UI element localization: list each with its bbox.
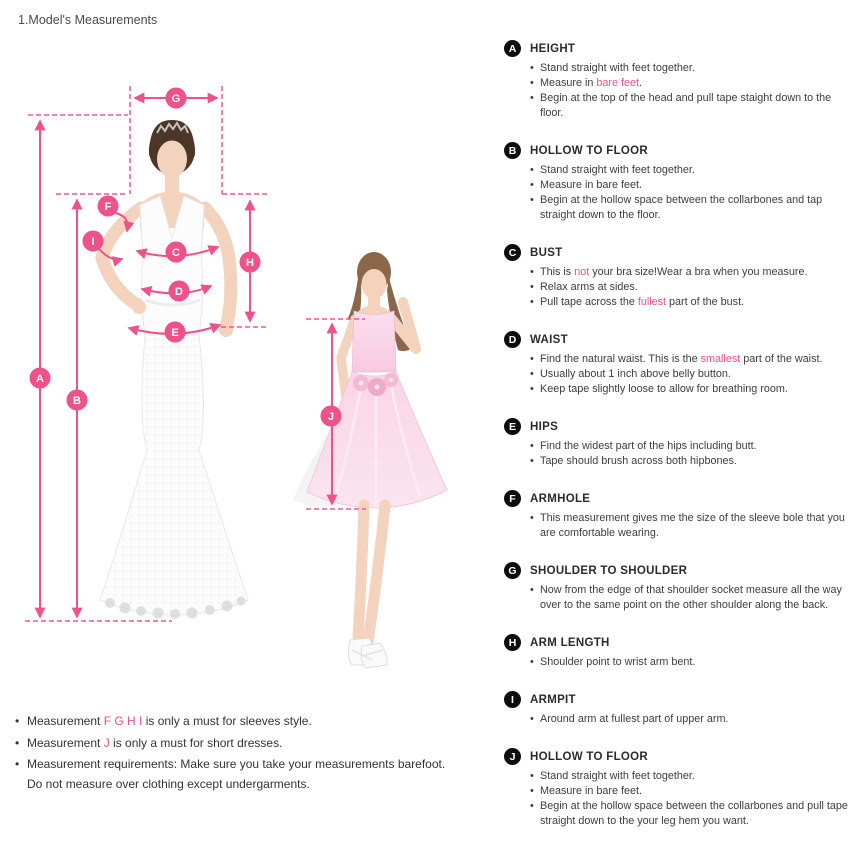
section-title: ARM LENGTH	[530, 636, 610, 649]
section-header	[504, 691, 848, 708]
section-header	[504, 142, 848, 159]
text-segment: Tape should brush across both hipbones.	[540, 455, 737, 467]
section-title: ARMPIT	[530, 693, 576, 706]
bullet-list	[504, 439, 848, 469]
bullet-item	[530, 799, 848, 829]
bullet-item	[530, 352, 848, 367]
bullet-text	[540, 799, 848, 829]
section-G	[504, 562, 848, 613]
text-segment: Pull tape across the	[540, 296, 638, 308]
bullet-item	[530, 655, 848, 670]
bullet-list	[504, 352, 848, 397]
bullet-dot: •	[530, 281, 534, 293]
section-header	[504, 634, 848, 651]
bride-model	[100, 120, 248, 619]
section-title: HEIGHT	[530, 42, 576, 55]
bullet-dot: •	[530, 62, 534, 74]
highlight-text: bare feet	[596, 77, 640, 89]
text-segment: Begin at the hollow space between the collarbones and pull tape straight down to the your leg hem you want.	[540, 800, 848, 827]
text-segment: part of the waist.	[740, 353, 823, 365]
label-C	[166, 242, 187, 263]
svg-text:J: J	[327, 411, 335, 423]
label-E	[165, 322, 186, 343]
note-item	[15, 712, 467, 732]
letter-badge: E	[504, 418, 521, 435]
bullet-item	[530, 712, 848, 727]
bullet-item	[530, 76, 848, 91]
measurement-sections	[504, 40, 848, 850]
bullet-item	[530, 295, 848, 310]
text-segment: Stand straight with feet together.	[540, 164, 695, 176]
label-G	[166, 88, 187, 109]
highlight-text: not	[574, 266, 590, 278]
section-B	[504, 142, 848, 223]
bullet-item	[530, 784, 848, 799]
bullet-dot: •	[530, 266, 534, 278]
bullet-list	[504, 511, 848, 541]
bullet-text	[540, 178, 848, 193]
bullet-dot: •	[530, 164, 534, 176]
bullet-text	[540, 295, 848, 310]
bullet-dot: •	[530, 770, 534, 782]
bullet-dot: •	[530, 296, 534, 308]
bullet-item	[530, 280, 848, 295]
white-shoes	[348, 638, 387, 668]
section-C	[504, 244, 848, 310]
bullet-text	[540, 367, 848, 382]
letter-badge: B	[504, 142, 521, 159]
section-header	[504, 490, 848, 507]
bullet-text	[540, 76, 848, 91]
bullet-item	[530, 163, 848, 178]
section-title: ARMHOLE	[530, 492, 591, 505]
bullet-text	[540, 769, 848, 784]
section-title: SHOULDER TO SHOULDER	[530, 564, 688, 577]
text-segment: Do not measure over clothing except undergarments.	[27, 776, 310, 791]
section-title: WAIST	[530, 333, 568, 346]
bullet-text	[540, 382, 848, 397]
bullet-dot: •	[530, 194, 534, 206]
note-line	[27, 712, 467, 732]
highlight-text: smallest	[700, 353, 741, 365]
bullet-list	[504, 655, 848, 670]
bullet-item	[530, 439, 848, 454]
bullet-item	[530, 382, 848, 397]
bullet-text	[540, 91, 848, 121]
measurement-figure	[0, 0, 500, 700]
section-title: HOLLOW TO FLOOR	[530, 750, 648, 763]
bullet-dot: •	[530, 584, 534, 596]
text-segment: Shoulder point to wrist arm bent.	[540, 656, 696, 668]
letter-badge: C	[504, 244, 521, 261]
svg-text:I: I	[91, 236, 95, 248]
bullet-dot: •	[530, 179, 534, 191]
bride-right-arm	[205, 208, 231, 328]
section-J	[504, 748, 848, 829]
svg-text:D: D	[175, 286, 183, 298]
text-segment: This is	[540, 266, 575, 278]
section-header	[504, 418, 848, 435]
section-title: HOLLOW TO FLOOR	[530, 144, 648, 157]
label-H	[240, 252, 261, 273]
text-segment: Measurement requirements: Make sure you take your measurements barefoot.	[27, 757, 446, 771]
bullet-dot: •	[530, 353, 534, 365]
note-dot: •	[15, 757, 20, 771]
bullet-dot: •	[530, 800, 534, 812]
girl-face	[362, 269, 387, 299]
bullet-text	[540, 712, 848, 727]
text-segment: Now from the edge of that shoulder socket measure all the way over to the same point on the other shoulder along the back.	[540, 584, 842, 611]
text-segment: part of the bust.	[666, 296, 745, 308]
note-item	[15, 734, 467, 754]
letter-badge: G	[504, 562, 521, 579]
note-text	[27, 734, 467, 754]
girl-left-leg	[358, 505, 364, 638]
bullet-item	[530, 454, 848, 469]
highlight-text: fullest	[637, 296, 667, 308]
text-segment: Measure in bare feet.	[540, 179, 643, 191]
bullet-text	[540, 784, 848, 799]
page-title: 1.Model's Measurements	[18, 13, 158, 27]
text-segment: Measure in	[540, 77, 597, 89]
note-line	[27, 755, 467, 775]
note-line	[27, 775, 467, 795]
letter-badge: F	[504, 490, 521, 507]
text-segment: is only a must for short dresses.	[109, 735, 283, 750]
highlight-text: J	[103, 735, 110, 750]
bullet-dot: •	[530, 455, 534, 467]
bullet-text	[540, 280, 848, 295]
section-header	[504, 244, 848, 261]
text-segment: Relax arms at sides.	[540, 281, 638, 293]
bullet-dot: •	[530, 512, 534, 524]
bullet-list	[504, 769, 848, 829]
bullet-list	[504, 163, 848, 223]
section-F	[504, 490, 848, 541]
bullet-text	[540, 439, 848, 454]
label-F	[98, 196, 119, 217]
label-D	[169, 281, 190, 302]
text-segment: Keep tape slightly loose to allow for breathing room.	[540, 383, 788, 395]
letter-badge: D	[504, 331, 521, 348]
text-segment: Begin at the top of the head and pull tape staight down to the floor.	[540, 92, 832, 119]
text-segment: Find the widest part of the hips including butt.	[540, 440, 757, 452]
bride-face	[157, 141, 187, 178]
text-segment: Measurement	[27, 735, 104, 750]
note-text	[27, 755, 467, 794]
text-segment: Measurement	[27, 714, 104, 728]
pink-dress-model	[293, 252, 447, 668]
svg-text:H: H	[246, 257, 254, 269]
svg-text:E: E	[171, 327, 179, 339]
text-segment: Find the natural waist. This is the	[540, 353, 701, 365]
letter-badge: J	[504, 748, 521, 765]
text-segment: .	[639, 77, 643, 89]
label-B	[67, 390, 88, 411]
bullet-list	[504, 583, 848, 613]
section-header	[504, 748, 848, 765]
section-title: HIPS	[530, 420, 559, 433]
text-segment: Around arm at fullest part of upper arm.	[540, 713, 729, 725]
note-text	[27, 712, 467, 732]
bullet-item	[530, 265, 848, 280]
bullet-item	[530, 61, 848, 76]
text-segment: your bra size!Wear a bra when you measure.	[589, 266, 808, 278]
section-title: BUST	[530, 246, 563, 259]
label-A	[30, 368, 51, 389]
text-segment: This measurement gives me the size of the sleeve bole that you are comfortable wearing.	[540, 512, 845, 539]
bullet-item	[530, 193, 848, 223]
text-segment: Begin at the hollow space between the collarbones and tap straight down to the floor.	[540, 194, 823, 221]
bullet-item	[530, 511, 848, 541]
bullet-item	[530, 583, 848, 613]
bullet-text	[540, 454, 848, 469]
bullet-item	[530, 91, 848, 121]
bullet-item	[530, 178, 848, 193]
bullet-list	[504, 61, 848, 121]
bullet-text	[540, 163, 848, 178]
highlight-text: F G H I	[103, 714, 143, 728]
svg-text:G: G	[171, 93, 181, 105]
bullet-dot: •	[530, 77, 534, 89]
girl-bodice	[352, 311, 396, 372]
label-I	[83, 231, 104, 252]
note-dot: •	[15, 735, 20, 750]
section-I	[504, 691, 848, 727]
bullet-dot: •	[530, 440, 534, 452]
svg-text:B: B	[73, 395, 81, 407]
bullet-dot: •	[530, 92, 534, 104]
bullet-dot: •	[530, 383, 534, 395]
section-H	[504, 634, 848, 670]
note-dot: •	[15, 714, 20, 728]
bullet-item	[530, 367, 848, 382]
svg-text:F: F	[104, 201, 112, 213]
bullet-text	[540, 583, 848, 613]
section-A	[504, 40, 848, 121]
section-header	[504, 331, 848, 348]
note-item	[15, 755, 467, 794]
section-header	[504, 40, 848, 57]
text-segment: Stand straight with feet together.	[540, 770, 695, 782]
svg-text:C: C	[172, 247, 180, 259]
letter-badge: H	[504, 634, 521, 651]
letter-badge: I	[504, 691, 521, 708]
text-segment: Measure in bare feet.	[540, 785, 643, 797]
svg-text:A: A	[36, 373, 44, 385]
bullet-text	[540, 61, 848, 76]
measurement-notes	[15, 712, 467, 796]
bullet-text	[540, 265, 848, 280]
text-segment: is only a must for sleeves style.	[142, 714, 312, 728]
text-segment: Stand straight with feet together.	[540, 62, 695, 74]
bullet-dot: •	[530, 785, 534, 797]
bullet-dot: •	[530, 656, 534, 668]
bullet-list	[504, 265, 848, 310]
bullet-dot: •	[530, 713, 534, 725]
section-E	[504, 418, 848, 469]
section-D	[504, 331, 848, 397]
letter-badge: A	[504, 40, 521, 57]
bullet-item	[530, 769, 848, 784]
bullet-text	[540, 511, 848, 541]
bullet-text	[540, 193, 848, 223]
bullet-text	[540, 352, 848, 367]
note-line	[27, 734, 467, 754]
bullet-dot: •	[530, 368, 534, 380]
text-segment: Usually about 1 inch above belly button.	[540, 368, 731, 380]
bullet-text	[540, 655, 848, 670]
girl-right-leg	[368, 505, 385, 642]
label-J	[321, 406, 342, 427]
bullet-list	[504, 712, 848, 727]
section-header	[504, 562, 848, 579]
